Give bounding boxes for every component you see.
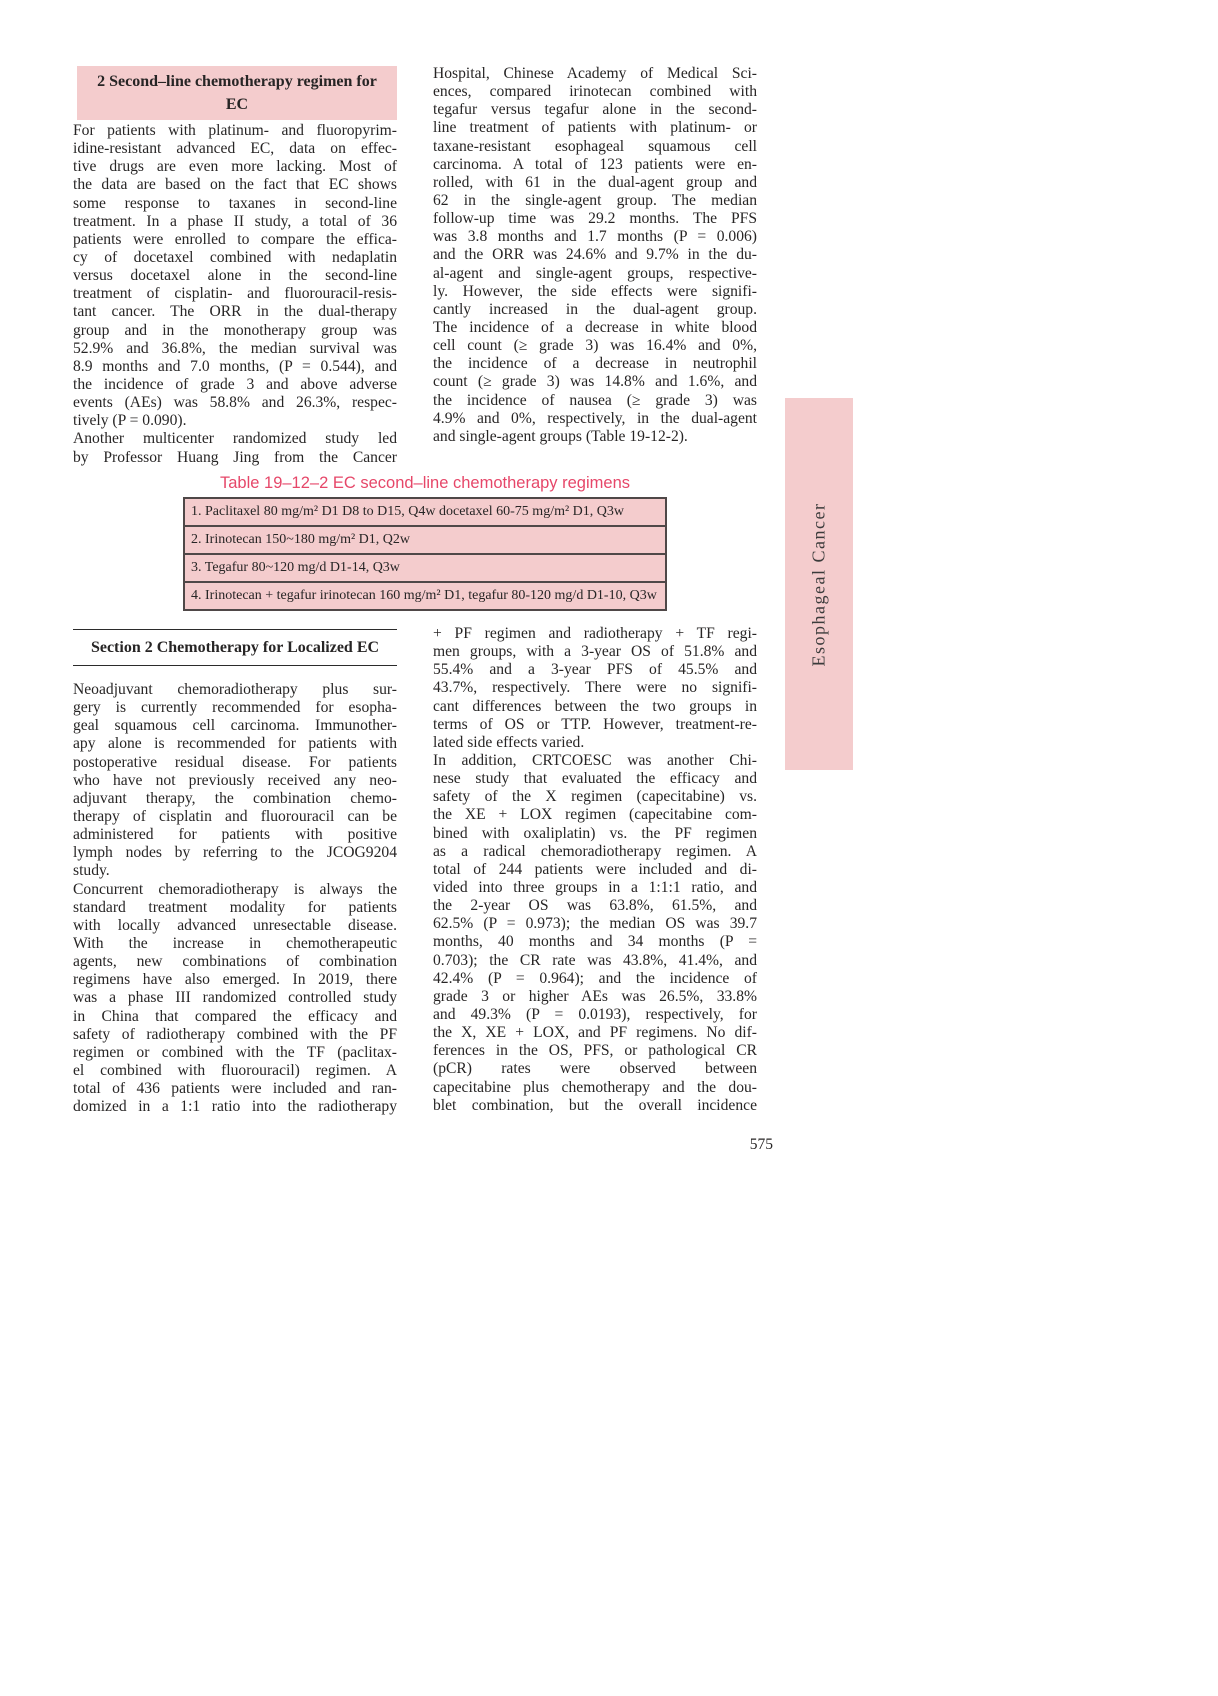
text-line: apy alone is recommended for patients with: [73, 735, 397, 753]
section2-heading: Section 2 Chemotherapy for Localized EC: [73, 629, 397, 666]
text-line: follow-up time was 29.2 months. The PFS: [433, 210, 757, 228]
text-line: adjuvant therapy, the combination chemo-: [73, 789, 397, 807]
text-line: 8.9 months and 7.0 months, (P = 0.544), and: [73, 357, 397, 375]
text-line: treatment of cisplatin- and fluorouracil-resis-: [73, 285, 397, 303]
text-line: 4.9% and 0%, respectively, in the dual-agent: [433, 409, 757, 427]
text-line: 42.4% (P = 0.964); and the incidence of: [433, 969, 757, 987]
text-line: ly. However, the side effects were signifi-: [433, 282, 757, 300]
table-row: 1. Paclitaxel 80 mg/m² D1 D8 to D15, Q4w docetaxel 60-75 mg/m² D1, Q3w: [185, 499, 665, 525]
text-line: as a radical chemoradiotherapy regimen. A: [433, 842, 757, 860]
text-line: gery is currently recommended for esopha-: [73, 699, 397, 717]
text-line: domized in a 1:1 ratio into the radiotherapy: [73, 1098, 397, 1116]
text-line: With the increase in chemotherapeutic: [73, 934, 397, 952]
text-line: lated side effects varied.: [433, 733, 585, 751]
text-line: total of 436 patients were included and ran-: [73, 1080, 397, 1098]
text-line: the incidence of grade 3 and above adverse: [73, 375, 397, 393]
sidebar-tab-label: Esophageal Cancer: [808, 502, 829, 666]
text-line: group and in the monotherapy group was: [73, 321, 397, 339]
text-line: events (AEs) was 58.8% and 26.3%, respec-: [73, 394, 397, 412]
text-line: ences, compared irinotecan combined with: [433, 83, 757, 101]
sidebar-tab-esophageal-cancer: [785, 398, 853, 770]
section2-right-column: [433, 625, 757, 1115]
page-number: 575: [749, 1136, 773, 1153]
paragraph-concurrent-crt: [73, 881, 397, 1117]
text-line: patients were enrolled to compare the effica-: [73, 230, 397, 248]
text-line: 43.7%, respectively. There were no signifi-: [433, 679, 757, 697]
paragraph-neoadjuvant: [73, 681, 397, 881]
text-line: men groups, with a 3-year OS of 51.8% and: [433, 643, 757, 661]
text-line: 52.9% and 36.8%, the median survival was: [73, 339, 397, 357]
section2-left-column: [73, 681, 397, 1116]
text-line: terms of OS or TTP. However, treatment-re-: [433, 715, 757, 733]
text-line: 62.5% (P = 0.973); the median OS was 39.7: [433, 915, 757, 933]
text-line: For patients with platinum- and fluoropyrim-: [73, 122, 397, 139]
text-line: 0.703); the CR rate was 43.8%, 41.4%, and: [433, 951, 757, 969]
text-line: geal squamous cell carcinoma. Immunother-: [73, 717, 397, 735]
text-line: the incidence of nausea (≥ grade 3) was: [433, 391, 757, 409]
text-line: regimen or combined with the TF (paclitax-: [73, 1043, 397, 1061]
text-line: vided into three groups in a 1:1:1 ratio, and: [433, 878, 757, 896]
heading-line: 2 Second–line chemotherapy regimen for: [97, 73, 377, 90]
text-line: was 3.8 months and 1.7 months (P = 0.006): [433, 228, 757, 246]
text-line: the data are based on the fact that EC shows: [73, 176, 397, 194]
text-line: months, 40 months and 34 months (P =: [433, 933, 757, 951]
text-line: bined with oxaliplatin) vs. the PF regimen: [433, 824, 757, 842]
text-line: Another multicenter randomized study led: [73, 430, 397, 448]
text-line: therapy of cisplatin and fluorouracil can be: [73, 807, 397, 825]
text-line: postoperative residual disease. For patients: [73, 753, 397, 771]
text-line: the XE + LOX regimen (capecitabine com-: [433, 806, 757, 824]
text-line: al-agent and single-agent groups, respective-: [433, 264, 757, 282]
text-line: tively (P = 0.090).: [73, 412, 187, 430]
text-line: rolled, with 61 in the dual-agent group and: [433, 173, 757, 191]
text-line: the X, XE + LOX, and PF regimens. No dif-: [433, 1024, 757, 1042]
paragraph-docetaxel-study: [73, 122, 397, 430]
text-line: in China that compared the efficacy and: [73, 1007, 397, 1025]
text-line: 55.4% and a 3-year PFS of 45.5% and: [433, 661, 757, 679]
text-line: capecitabine plus chemotherapy and the dou-: [433, 1078, 757, 1096]
text-line: nese study that evaluated the efficacy and: [433, 770, 757, 788]
text-line: cant differences between the two groups in: [433, 697, 757, 715]
text-line: tant cancer. The ORR in the dual-therapy: [73, 303, 397, 321]
regimen-table: [183, 497, 667, 611]
heading-line: EC: [225, 95, 249, 113]
text-line: safety of the X regimen (capecitabine) vs.: [433, 788, 757, 806]
text-line: total of 244 patients were included and di-: [433, 860, 757, 878]
text-line: and the ORR was 24.6% and 9.7% in the du-: [433, 246, 757, 264]
text-line: some response to taxanes in second-line: [73, 194, 397, 212]
paragraph-pf-tf-results: [433, 625, 757, 752]
text-line: the 2-year OS was 63.8%, 61.5%, and: [433, 897, 757, 915]
section1-right-column: [433, 65, 757, 446]
text-line: who have not previously received any neo-: [73, 771, 397, 789]
text-line: el combined with fluorouracil) regimen. A: [73, 1061, 397, 1079]
text-line: cy of docetaxel combined with nedaplatin: [73, 248, 397, 266]
table-row: 3. Tegafur 80~120 mg/d D1-14, Q3w: [185, 553, 665, 581]
text-line: count (≥ grade 3) was 14.8% and 1.6%, and: [433, 373, 757, 391]
text-line: grade 3 or higher AEs was 26.5%, 33.8%: [433, 987, 757, 1005]
text-line: administered for patients with positive: [73, 826, 397, 844]
text-line: carcinoma. A total of 123 patients were en-: [433, 155, 757, 173]
text-line: (pCR) rates were observed between: [433, 1060, 757, 1078]
paragraph-huang-jing-study: [73, 430, 397, 466]
paragraph-crtcoesc-study: [433, 752, 757, 1115]
text-line: agents, new combinations of combination: [73, 953, 397, 971]
text-line: Hospital, Chinese Academy of Medical Sci-: [433, 65, 757, 82]
text-line: 62 in the single-agent group. The median: [433, 191, 757, 209]
text-line: tegafur versus tegafur alone in the second-: [433, 101, 757, 119]
text-line: The incidence of a decrease in white blood: [433, 318, 757, 336]
text-line: study.: [73, 862, 110, 880]
table-row: 4. Irinotecan + tegafur irinotecan 160 mg/m² D1, tegafur 80-120 mg/d D1-10, Q3w: [185, 581, 665, 609]
paragraph-irinotecan-tegafur-study: [433, 65, 757, 446]
text-line: Concurrent chemoradiotherapy is always the: [73, 880, 397, 898]
text-line: tive drugs are even more lacking. Most of: [73, 158, 397, 176]
subsection-heading-box: [77, 66, 397, 120]
text-line: the incidence of a decrease in neutrophil: [433, 355, 757, 373]
text-line: cantly increased in the dual-agent group.: [433, 300, 757, 318]
text-line: lymph nodes by referring to the JCOG9204: [73, 844, 397, 862]
text-line: line treatment of patients with platinum- or: [433, 119, 757, 137]
text-line: with locally advanced unresectable disease.: [73, 916, 397, 934]
text-line: idine-resistant advanced EC, data on effec-: [73, 140, 397, 158]
table-title: Table 19–12–2 EC second–line chemotherapy regimens: [219, 474, 630, 492]
text-line: Neoadjuvant chemoradiotherapy plus sur-: [73, 681, 397, 698]
table-row: 2. Irinotecan 150~180 mg/m² D1, Q2w: [185, 525, 665, 553]
text-line: In addition, CRTCOESC was another Chi-: [433, 751, 757, 769]
text-line: and single-agent groups (Table 19-12-2).: [433, 427, 688, 445]
text-line: blet combination, but the overall incidence: [433, 1096, 757, 1114]
text-line: ferences in the OS, PFS, or pathological CR: [433, 1042, 757, 1060]
text-line: versus docetaxel alone in the second-line: [73, 267, 397, 285]
text-line: treatment. In a phase II study, a total of 36: [73, 212, 397, 230]
text-line: safety of radiotherapy combined with the PF: [73, 1025, 397, 1043]
text-line: was a phase III randomized controlled study: [73, 989, 397, 1007]
text-line: + PF regimen and radiotherapy + TF regi-: [433, 625, 757, 642]
text-line: and 49.3% (P = 0.0193), respectively, for: [433, 1005, 757, 1023]
text-line: by Professor Huang Jing from the Cancer: [73, 448, 397, 466]
text-line: standard treatment modality for patients: [73, 898, 397, 916]
text-line: regimens have also emerged. In 2019, there: [73, 971, 397, 989]
section1-left-column: [73, 122, 397, 467]
text-line: cell count (≥ grade 3) was 16.4% and 0%,: [433, 337, 757, 355]
text-line: taxane-resistant esophageal squamous cell: [433, 137, 757, 155]
